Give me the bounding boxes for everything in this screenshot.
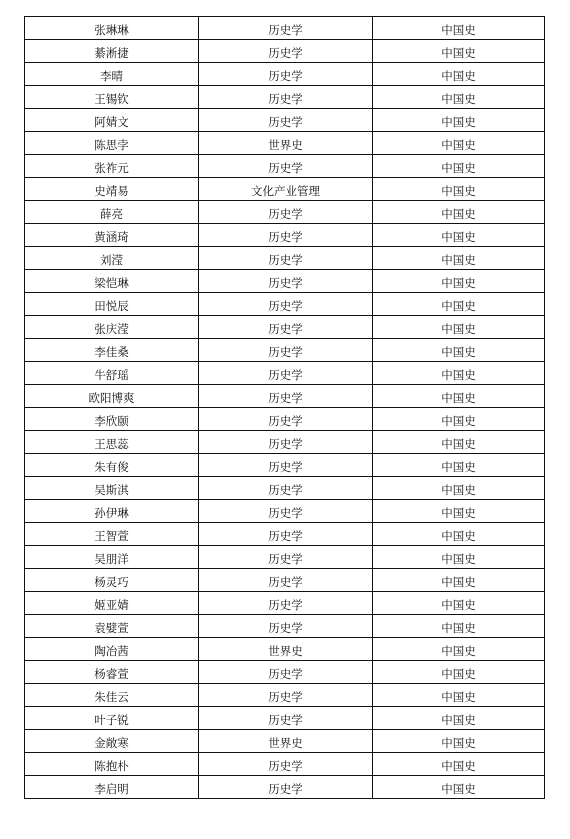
table-row	[25, 178, 545, 201]
direction-cell	[373, 17, 545, 40]
student-name-cell-text: 梁恺琳	[94, 276, 129, 290]
major-cell-text: 历史学	[268, 598, 303, 612]
major-cell-text: 历史学	[268, 299, 303, 313]
major-cell-text: 历史学	[268, 575, 303, 589]
student-table-sheet	[24, 16, 544, 799]
student-name-cell	[25, 40, 199, 63]
direction-cell-text: 中国史	[441, 552, 476, 566]
student-name-cell-text: 綦淅捷	[94, 46, 129, 60]
direction-cell	[373, 155, 545, 178]
student-name-cell-text: 史靖易	[94, 184, 129, 198]
student-name-cell	[25, 753, 199, 776]
table-row	[25, 109, 545, 132]
direction-cell-text: 中国史	[441, 69, 476, 83]
major-cell-text: 历史学	[268, 69, 303, 83]
student-name-cell-text: 袁嬖萱	[94, 621, 129, 635]
direction-cell-text: 中国史	[441, 161, 476, 175]
major-cell-text: 历史学	[268, 621, 303, 635]
major-cell	[199, 546, 373, 569]
table-row	[25, 638, 545, 661]
major-cell-text: 世界史	[268, 644, 303, 658]
direction-cell	[373, 753, 545, 776]
student-name-cell-text: 朱有俊	[94, 460, 129, 474]
table-row	[25, 546, 545, 569]
table-row	[25, 454, 545, 477]
direction-cell-text: 中国史	[441, 506, 476, 520]
direction-cell-text: 中国史	[441, 667, 476, 681]
direction-cell	[373, 431, 545, 454]
major-cell	[199, 753, 373, 776]
student-name-cell	[25, 86, 199, 109]
major-cell	[199, 661, 373, 684]
major-cell	[199, 569, 373, 592]
direction-cell-text: 中国史	[441, 92, 476, 106]
table-row	[25, 569, 545, 592]
table-row	[25, 477, 545, 500]
direction-cell	[373, 592, 545, 615]
student-name-cell-text: 李启明	[94, 782, 129, 796]
table-row	[25, 40, 545, 63]
major-cell	[199, 316, 373, 339]
major-cell-text: 历史学	[268, 253, 303, 267]
student-name-cell	[25, 224, 199, 247]
table-row	[25, 408, 545, 431]
student-name-cell-text: 张庆滢	[94, 322, 129, 336]
student-name-cell	[25, 270, 199, 293]
student-name-cell-text: 李晴	[100, 69, 123, 83]
direction-cell	[373, 684, 545, 707]
table-row	[25, 500, 545, 523]
student-name-cell	[25, 178, 199, 201]
table-row	[25, 63, 545, 86]
student-name-cell	[25, 385, 199, 408]
direction-cell-text: 中国史	[441, 736, 476, 750]
direction-cell	[373, 178, 545, 201]
direction-cell-text: 中国史	[441, 414, 476, 428]
major-cell-text: 世界史	[268, 138, 303, 152]
student-name-cell	[25, 661, 199, 684]
student-name-cell	[25, 592, 199, 615]
major-cell	[199, 17, 373, 40]
major-cell-text: 历史学	[268, 115, 303, 129]
student-name-cell	[25, 546, 199, 569]
major-cell-text: 历史学	[268, 483, 303, 497]
student-name-cell-text: 牛舒瑶	[94, 368, 129, 382]
student-name-cell-text: 杨灵巧	[94, 575, 129, 589]
major-cell-text: 历史学	[268, 23, 303, 37]
major-cell	[199, 684, 373, 707]
table-row	[25, 615, 545, 638]
major-cell	[199, 592, 373, 615]
student-name-cell-text: 田悦辰	[94, 299, 129, 313]
student-name-cell	[25, 730, 199, 753]
student-name-cell	[25, 293, 199, 316]
direction-cell	[373, 408, 545, 431]
major-cell-text: 历史学	[268, 92, 303, 106]
direction-cell-text: 中国史	[441, 529, 476, 543]
direction-cell-text: 中国史	[441, 575, 476, 589]
table-row	[25, 776, 545, 799]
direction-cell	[373, 132, 545, 155]
direction-cell	[373, 247, 545, 270]
student-name-cell-text: 朱佳云	[94, 690, 129, 704]
direction-cell	[373, 500, 545, 523]
table-row	[25, 431, 545, 454]
table-row	[25, 592, 545, 615]
major-cell	[199, 500, 373, 523]
table-row	[25, 293, 545, 316]
major-cell	[199, 339, 373, 362]
student-name-cell	[25, 362, 199, 385]
major-cell	[199, 132, 373, 155]
major-cell-text: 世界史	[268, 736, 303, 750]
student-name-cell	[25, 408, 199, 431]
student-name-cell-text: 王思蕊	[94, 437, 129, 451]
direction-cell-text: 中国史	[441, 437, 476, 451]
student-name-cell-text: 黄涵琦	[94, 230, 129, 244]
student-name-cell	[25, 17, 199, 40]
student-name-cell-text: 张祚元	[94, 161, 129, 175]
student-name-cell-text: 陶冶茜	[94, 644, 129, 658]
student-name-cell	[25, 569, 199, 592]
direction-cell	[373, 638, 545, 661]
direction-cell-text: 中国史	[441, 713, 476, 727]
direction-cell-text: 中国史	[441, 138, 476, 152]
major-cell	[199, 431, 373, 454]
student-name-cell-text: 王智萱	[94, 529, 129, 543]
student-name-cell	[25, 339, 199, 362]
direction-cell	[373, 293, 545, 316]
table-row	[25, 17, 545, 40]
student-name-cell-text: 叶子锐	[94, 713, 129, 727]
direction-cell-text: 中国史	[441, 299, 476, 313]
student-name-cell	[25, 523, 199, 546]
direction-cell-text: 中国史	[441, 483, 476, 497]
direction-cell-text: 中国史	[441, 782, 476, 796]
table-row	[25, 201, 545, 224]
major-cell-text: 历史学	[268, 46, 303, 60]
direction-cell-text: 中国史	[441, 460, 476, 474]
major-cell-text: 历史学	[268, 759, 303, 773]
student-name-cell	[25, 707, 199, 730]
student-name-cell	[25, 63, 199, 86]
major-cell	[199, 155, 373, 178]
direction-cell-text: 中国史	[441, 207, 476, 221]
student-name-cell-text: 薛亮	[100, 207, 123, 221]
direction-cell	[373, 523, 545, 546]
direction-cell-text: 中国史	[441, 276, 476, 290]
student-name-cell-text: 刘滢	[100, 253, 123, 267]
table-row	[25, 339, 545, 362]
table-row	[25, 155, 545, 178]
table-row	[25, 270, 545, 293]
major-cell	[199, 408, 373, 431]
student-name-cell-text: 金敞寒	[94, 736, 129, 750]
direction-cell	[373, 339, 545, 362]
table-row	[25, 385, 545, 408]
student-name-cell	[25, 454, 199, 477]
student-name-cell	[25, 638, 199, 661]
student-name-cell	[25, 431, 199, 454]
direction-cell-text: 中国史	[441, 322, 476, 336]
major-cell	[199, 270, 373, 293]
table-row	[25, 362, 545, 385]
direction-cell	[373, 707, 545, 730]
student-name-cell-text: 张琳琳	[94, 23, 129, 37]
major-cell-text: 历史学	[268, 667, 303, 681]
student-name-cell	[25, 155, 199, 178]
direction-cell	[373, 477, 545, 500]
major-cell-text: 历史学	[268, 506, 303, 520]
major-cell-text: 历史学	[268, 414, 303, 428]
major-cell	[199, 293, 373, 316]
direction-cell-text: 中国史	[441, 46, 476, 60]
student-name-cell-text: 孙伊琳	[94, 506, 129, 520]
direction-cell	[373, 385, 545, 408]
major-cell	[199, 385, 373, 408]
major-cell-text: 历史学	[268, 782, 303, 796]
direction-cell	[373, 362, 545, 385]
major-cell-text: 历史学	[268, 161, 303, 175]
major-cell	[199, 730, 373, 753]
student-name-cell	[25, 201, 199, 224]
direction-cell-text: 中国史	[441, 621, 476, 635]
major-cell-text: 历史学	[268, 690, 303, 704]
major-cell	[199, 707, 373, 730]
student-name-cell-text: 陈思孛	[94, 138, 129, 152]
student-name-cell	[25, 132, 199, 155]
direction-cell	[373, 270, 545, 293]
table-row	[25, 224, 545, 247]
major-cell-text: 历史学	[268, 552, 303, 566]
major-cell	[199, 109, 373, 132]
student-name-cell-text: 杨睿萱	[94, 667, 129, 681]
major-cell-text: 历史学	[268, 230, 303, 244]
major-cell-text: 历史学	[268, 276, 303, 290]
direction-cell-text: 中国史	[441, 115, 476, 129]
student-name-cell	[25, 109, 199, 132]
direction-cell-text: 中国史	[441, 644, 476, 658]
table-row	[25, 730, 545, 753]
direction-cell-text: 中国史	[441, 598, 476, 612]
direction-cell-text: 中国史	[441, 23, 476, 37]
direction-cell-text: 中国史	[441, 184, 476, 198]
major-cell	[199, 201, 373, 224]
direction-cell	[373, 316, 545, 339]
table-row	[25, 86, 545, 109]
major-cell-text: 历史学	[268, 207, 303, 221]
student-name-cell	[25, 316, 199, 339]
direction-cell	[373, 546, 545, 569]
direction-cell	[373, 201, 545, 224]
major-cell-text: 历史学	[268, 368, 303, 382]
student-name-cell-text: 姬亚婧	[94, 598, 129, 612]
major-cell-text: 历史学	[268, 322, 303, 336]
student-name-cell-text: 李佳桑	[94, 345, 129, 359]
table-body	[25, 17, 545, 799]
major-cell-text: 历史学	[268, 713, 303, 727]
direction-cell	[373, 63, 545, 86]
student-name-cell-text: 陈抱朴	[94, 759, 129, 773]
major-cell	[199, 523, 373, 546]
student-name-cell-text: 吴朋洋	[94, 552, 129, 566]
direction-cell	[373, 776, 545, 799]
major-cell-text: 历史学	[268, 345, 303, 359]
student-name-cell	[25, 500, 199, 523]
direction-cell	[373, 569, 545, 592]
table-row	[25, 707, 545, 730]
student-name-cell-text: 王锡钦	[94, 92, 129, 106]
direction-cell	[373, 40, 545, 63]
major-cell	[199, 477, 373, 500]
major-cell	[199, 454, 373, 477]
direction-cell-text: 中国史	[441, 690, 476, 704]
major-cell	[199, 615, 373, 638]
student-table	[24, 16, 545, 799]
direction-cell	[373, 615, 545, 638]
student-name-cell	[25, 477, 199, 500]
major-cell	[199, 63, 373, 86]
major-cell	[199, 178, 373, 201]
major-cell-text: 历史学	[268, 460, 303, 474]
major-cell	[199, 224, 373, 247]
direction-cell	[373, 86, 545, 109]
major-cell	[199, 638, 373, 661]
table-row	[25, 132, 545, 155]
direction-cell	[373, 661, 545, 684]
major-cell	[199, 776, 373, 799]
direction-cell-text: 中国史	[441, 345, 476, 359]
table-row	[25, 753, 545, 776]
major-cell	[199, 40, 373, 63]
major-cell-text: 历史学	[268, 529, 303, 543]
direction-cell-text: 中国史	[441, 368, 476, 382]
table-row	[25, 247, 545, 270]
major-cell	[199, 86, 373, 109]
direction-cell-text: 中国史	[441, 391, 476, 405]
major-cell-text: 历史学	[268, 391, 303, 405]
table-row	[25, 661, 545, 684]
direction-cell	[373, 730, 545, 753]
student-name-cell-text: 阿婧文	[94, 115, 129, 129]
student-name-cell	[25, 776, 199, 799]
student-name-cell	[25, 615, 199, 638]
major-cell	[199, 247, 373, 270]
table-row	[25, 523, 545, 546]
student-name-cell	[25, 684, 199, 707]
student-name-cell	[25, 247, 199, 270]
direction-cell-text: 中国史	[441, 253, 476, 267]
direction-cell-text: 中国史	[441, 230, 476, 244]
student-name-cell-text: 欧阳博爽	[88, 391, 135, 405]
major-cell-text: 历史学	[268, 437, 303, 451]
direction-cell	[373, 109, 545, 132]
direction-cell	[373, 224, 545, 247]
direction-cell	[373, 454, 545, 477]
student-name-cell-text: 吴斯淇	[94, 483, 129, 497]
major-cell-text: 文化产业管理	[251, 184, 320, 198]
major-cell	[199, 362, 373, 385]
table-row	[25, 684, 545, 707]
table-row	[25, 316, 545, 339]
direction-cell-text: 中国史	[441, 759, 476, 773]
student-name-cell-text: 李欣颐	[94, 414, 129, 428]
